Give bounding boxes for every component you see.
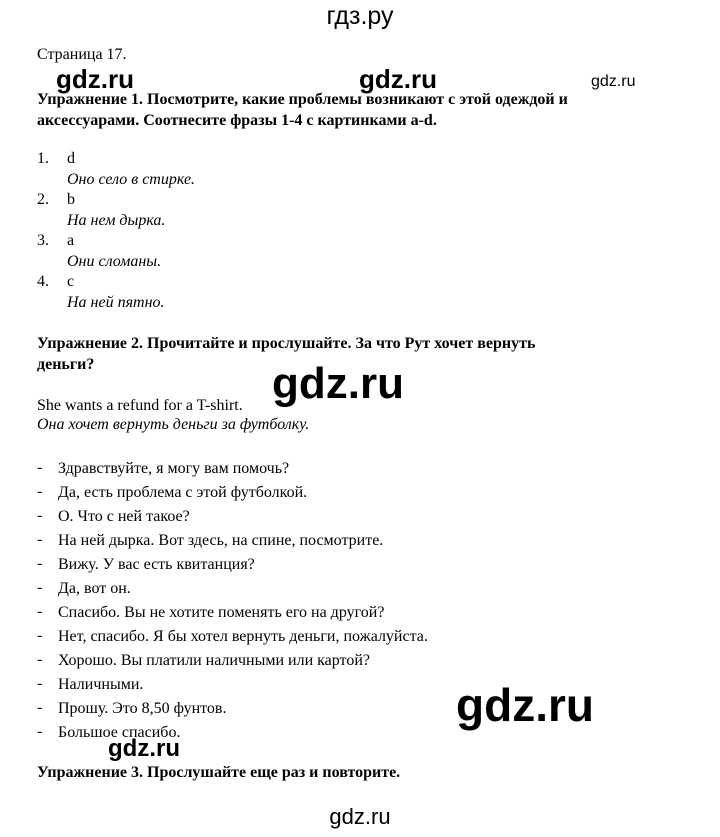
watermark: gdz.ru [56,64,134,94]
dialogue-line: Большое спасибо. [58,724,181,741]
dialogue-dash: - [37,555,43,572]
answer-letter: b [67,191,75,208]
answer-number: 2. [37,191,49,208]
dialogue-dash: - [37,723,43,740]
answer-translation: Оно село в стирке. [67,171,196,188]
dialogue-dash: - [37,459,43,476]
dialogue-dash: - [37,507,43,524]
exercise2-answer-english: She wants a refund for a T-shirt. [37,397,243,414]
dialogue-dash: - [37,675,43,692]
exercise2-title-line1: Упражнение 2. Прочитайте и прослушайте. За что Рут хочет вернуть [37,335,536,352]
dialogue-line: Нет, спасибо. Я бы хотел вернуть деньги, пожалуйста. [58,628,428,645]
answer-translation: Они сломаны. [67,253,162,270]
watermark: gdz.ru [108,735,180,762]
site-footer-watermark: gdz.ru [329,804,391,829]
answer-number: 1. [37,150,49,167]
dialogue-dash: - [37,603,43,620]
answer-letter: a [67,232,75,249]
exercise1-title-line1: Упражнение 1. Посмотрите, какие проблемы возникают с этой одеждой и [37,91,568,108]
watermark: gdz.ru [456,679,594,731]
dialogue-line: Да, есть проблема с этой футболкой. [58,484,308,501]
dialogue-line: На ней дырка. Вот здесь, на спине, посмотрите. [58,532,384,549]
dialogue-line: Наличными. [58,676,144,693]
answer-translation: На ней пятно. [67,294,165,311]
site-header-title: гдз.ру [326,2,394,30]
exercise2-title-line2: деньги? [37,356,95,373]
exercise1-title-line2: аксессуарами. Соотнесите фразы 1-4 с картинками a-d. [37,112,437,129]
watermark: gdz.ru [591,73,636,90]
dialogue-line: Здравствуйте, я могу вам помочь? [58,460,290,477]
dialogue-dash: - [37,483,43,500]
dialogue-line: Да, вот он. [58,580,131,597]
answer-translation: На нем дырка. [67,212,166,229]
dialogue-dash: - [37,699,43,716]
dialogue-line: Хорошо. Вы платили наличными или картой? [58,652,370,669]
dialogue-line: Прошу. Это 8,50 фунтов. [58,700,227,717]
watermark: gdz.ru [272,359,404,408]
exercise2-answer-russian: Она хочет вернуть деньги за футболку. [37,416,310,433]
dialogue-line: Спасибо. Вы не хотите поменять его на другой? [58,604,385,621]
dialogue-dash: - [37,579,43,596]
watermark: gdz.ru [359,64,437,94]
dialogue-dash: - [37,651,43,668]
answer-letter: c [67,273,75,290]
exercise3-title: Упражнение 3. Прослушайте еще раз и повторите. [37,764,401,781]
page-label: Страница 17. [37,46,127,63]
answer-number: 4. [37,273,49,290]
dialogue-dash: - [37,627,43,644]
dialogue-line: Вижу. У вас есть квитанция? [58,556,255,573]
dialogue-dash: - [37,531,43,548]
answer-letter: d [67,150,75,167]
answer-number: 3. [37,232,49,249]
dialogue-line: О. Что с ней такое? [58,508,190,525]
